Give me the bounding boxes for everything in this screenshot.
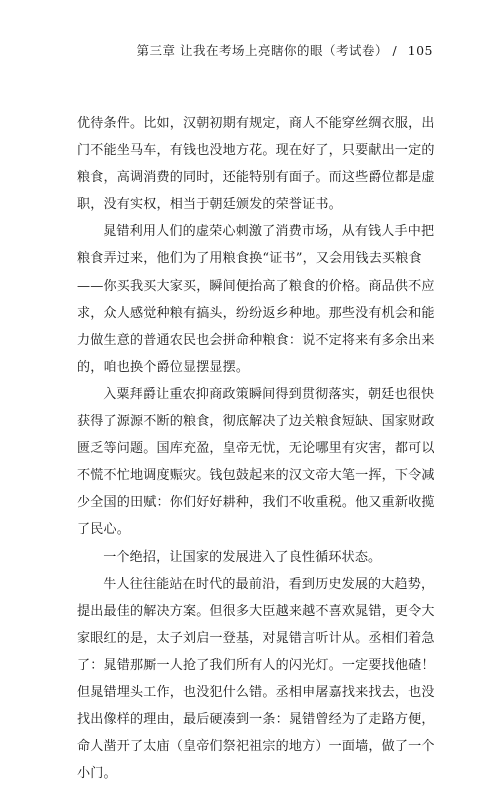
chapter-title: 第三章 让我在考场上亮瞎你的眼（考试卷） bbox=[136, 43, 388, 58]
body-text bbox=[77, 110, 437, 787]
page-number: 105 bbox=[407, 43, 433, 58]
paragraph-continued: 优待条件。比如，汉朝初期有规定，商人不能穿丝绸衣服，出门不能坐马车，有钱也没地方花。现在好了，只要献出一定的粮食，高调消费的同时，还能特别有面子。而这些爵位都是虚职，没有实权，相当于朝廷颁发的荣誉证书。 bbox=[77, 116, 435, 213]
paragraph: 一个绝招，让国家的发展进入了良性循环状态。 bbox=[103, 549, 382, 565]
header-separator: / bbox=[392, 43, 398, 58]
paragraph: 入粟拜爵让重农抑商政策瞬间得到贯彻落实，朝廷也很快获得了源源不断的粮食，彻底解决了边关粮食短缺、国家财政匮乏等问题。国库充盈，皇帝无忧，无论哪里有灾害，都可以不慌不忙地调度赈灾。钱包鼓起来的汉文帝大笔一挥，下令减少全国的田赋：你们好好耕种，我们不收重税。他又重新收揽了民心。 bbox=[77, 386, 435, 538]
paragraph: 晁错利用人们的虚荣心刺激了消费市场，从有钱人手中把粮食弄过来，他们为了用粮食换“证书”，又会用钱去买粮食——你买我买大家买，瞬间便抬高了粮食的价格。商品供不应求，众人感觉种粮有搞头，纷纷返乡种地。那些没有机会和能力做生意的普通农民也会拼命种粮食：说不定将来有多余出来的，咱也换个爵位显摆显摆。 bbox=[77, 224, 435, 375]
running-header bbox=[136, 41, 433, 59]
paragraph: 牛人往往能站在时代的最前沿，看到历史发展的大趋势，提出最佳的解决方案。但很多大臣越来越不喜欢晁错，更令大家眼红的是，太子刘启一登基，对晁错言听计从。丞相们着急了：晁错那厮一人抢了我们所有人的闪光灯。一定要找他碴！但晁错埋头工作，也没犯什么错。丞相申屠嘉找来找去，也没找出像样的理由，最后硬凑到一条：晁错曾经为了走路方便，命人凿开了太庙（皇帝们祭祀祖宗的地方）一面墙，做了一个小门。 bbox=[77, 576, 435, 782]
